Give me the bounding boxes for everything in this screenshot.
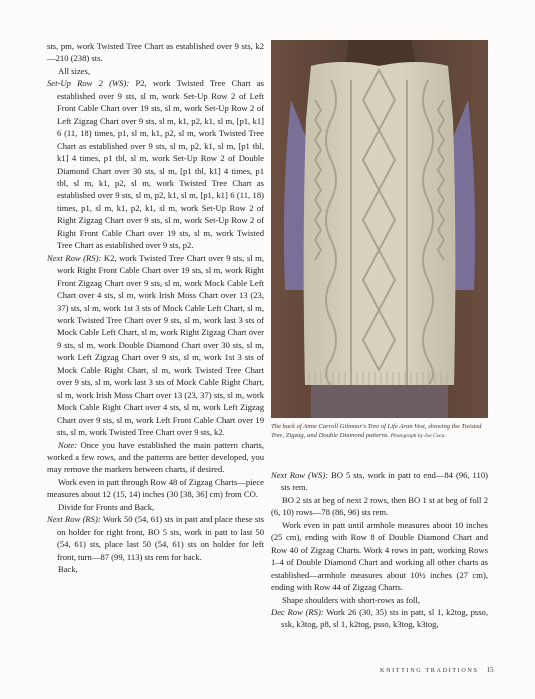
paragraph-text: sts, pm, work Twisted Tree Chart as established over 9 sts, k2—210 (238) sts. xyxy=(47,41,264,64)
vest-back-photo xyxy=(271,40,488,418)
paragraph xyxy=(47,77,264,251)
paragraph-text: BO 2 sts at beg of next 2 rows, then BO 1 st at beg of foll 2 (6, 10) rows—78 (86, 96) sts rem. xyxy=(271,494,488,518)
paragraph-text: BO 5 sts, work in patt to end—84 (96, 110) sts rem. xyxy=(281,470,488,493)
paragraph xyxy=(271,594,488,606)
paragraph xyxy=(47,65,264,77)
paragraph-text: Shape shoulders with short-rows as foll, xyxy=(282,594,420,605)
knitted-vest-image xyxy=(271,40,488,418)
paragraph-text: Once you have established the main pattern charts, worked a few rows, and the patterns are better developed, you may remove the markers between charts, if desired. xyxy=(47,439,264,475)
paragraph-text: Work 50 (54, 61) sts in patt and place these sts on holder for right front, BO 5 sts, work in patt to last 50 (54, 61) sts, place last 50 (54, 61) sts on holder for left front, turn—87 (99, 113) sts rem for back. xyxy=(57,514,264,562)
paragraph xyxy=(271,519,488,594)
paragraph xyxy=(47,513,264,563)
photo-caption xyxy=(271,422,488,442)
paragraph xyxy=(271,469,488,494)
paragraph-text: Divide for Fronts and Back, xyxy=(58,501,155,512)
page-footer xyxy=(380,666,494,674)
paragraph-text: All sizes, xyxy=(58,65,90,76)
row-label: Set-Up Row 2 (WS): xyxy=(47,78,130,89)
paragraph-text: Work 26 (30, 35) sts in patt, sl 1, k2tog, psso, ssk, k3tog, p8, sl 1, k2tog, psso, k3tog, k3tog, xyxy=(281,606,488,630)
paragraph xyxy=(47,563,264,575)
paragraph-text: K2, work Twisted Tree Chart over 9 sts, sl m, work Right Front Cable Chart over 19 sts, sl m, work Right Front Zigzag Chart over 9 sts, sl m, work Mock Cable Left Chart over 4 sts, sl m, work Irish Moss Chart over 13 (23, 37) sts, sl m, work 1st 3 sts of Mock Cable Left Chart, sl m, work Twisted Tree Chart over 9 sts, sl m, work last 3 sts of Mock Cable Left Chart, sl m, work Right Zigzag Chart over 9 sts, sl m, work Double Diamond Chart over 30 sts, sl m, work Left Zigzag Chart over 9 sts, sl m, work 1st 3 sts of Mock Cable Right Chart, sl m, work Twisted Tree Chart over 9 sts, sl m, work last 3 sts of Mock Cable Right Chart, sl m, work Irish Moss Chart over 13 (23, 37) sts, sl m, work Mock Cable Right Chart over 4 sts, sl m, work Left Zigzag Chart over 9 sts, sl m, work Left Front Cable Chart over 19 sts, sl m, work Twisted Tree Chart over 9 sts, k2. xyxy=(57,252,264,438)
caption-credit: Photograph by Joe Coca. xyxy=(390,433,446,440)
paragraph xyxy=(47,252,264,439)
paragraph-text: Work even in patt until armhole measures about 10 inches (25 cm), ending with Row 8 of Double Diamond Chart and Row 40 of Zigzag Charts. Work 4 rows in patt, working Rows 1–4 of Double Diamond Chart and working all other charts as established—armhole measures about 10½ inches (27 cm), ending with Row 44 of Zigzag Charts. xyxy=(271,519,488,593)
paragraph-text: Work even in patt through Row 48 of Zigzag Charts—piece measures about 12 (15, 14) inches (30 [38, 36] cm) from CO. xyxy=(47,476,264,500)
paragraph-text: Back, xyxy=(58,564,78,575)
row-label: Next Row (RS): xyxy=(47,252,102,263)
paragraph xyxy=(47,439,264,476)
running-title: KNITTING TRADITIONS xyxy=(380,667,479,674)
paragraph xyxy=(47,476,264,501)
paragraph xyxy=(271,606,488,631)
paragraph-text: P2, work Twisted Tree Chart as established over 9 sts, sl m, work Set-Up Row 2 of Left Front Cable Chart over 19 sts, sl m, work Set-Up Row 2 of Left Zigzag Chart over 9 sts, sl m, k1, p2, k1, sl m, [p1, k1] 6 (11, 18) times, p1, sl m, k1, p2, sl m, work Twisted Tree Chart as established over 9 sts, sl m, p2, k1, sl m, [p1 tbl, k1] 4 times, p1 tbl, sl m, work Set-Up Row 2 of Double Diamond Chart over 30 sts, sl m, [p1 tbl, k1] 4 times, p1 tbl, sl m, k1, p2, sl m, work Twisted Tree Chart as established over 9 sts, sl m, p2, k1, sl m, [p1, k1] 6 (11, 18) times, p1, sl m, k1, p2, k1, sl m, work Set-Up Row 2 of Right Zigzag Chart over 9 sts, sl m, work Set-Up Row 2 of Right Front Cable Chart over 19 sts, sl m, work Twisted Tree Chart as established over 9 sts, p2. xyxy=(57,78,264,251)
caption-text: The back of Anne Carroll Gilmour's Tree of Life Aran Vest, showing the Twisted Tree, Zigzag, and Double Diamond patterns. xyxy=(271,423,482,440)
row-label: Next Row (WS): xyxy=(271,470,329,480)
row-label: Next Row (RS): xyxy=(47,514,101,525)
paragraph xyxy=(271,494,488,519)
page-number: 15 xyxy=(486,666,494,674)
paragraph xyxy=(47,501,264,513)
row-label: Note: xyxy=(58,439,78,450)
left-text-column xyxy=(47,40,264,575)
row-label: Dec Row (RS): xyxy=(271,606,324,617)
right-text-column xyxy=(271,469,488,631)
paragraph xyxy=(47,40,264,65)
